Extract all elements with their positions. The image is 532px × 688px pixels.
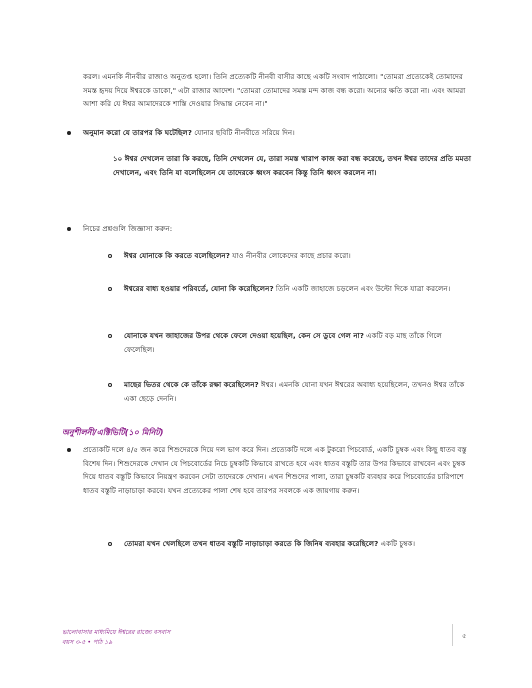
- question-item: [124, 249, 474, 263]
- paragraph-bold: অনুমান করো যে তারপর কি ঘটেছিল?: [83, 128, 192, 137]
- footer-age-lesson: বয়স ৩-৫ • পাঠ ১৯: [62, 639, 113, 646]
- quote-text: ১০ ঈশ্বর দেখলেন তারা কি করছে, তিনি দেখলেন যে, তারা সমস্ত খারাপ কাজ করা বন্ধ করেছে, তখন ঈশ্বর তাদের প্রতি মমতা দেখালেন, এবং তিনি যা বলেছিলেন যে তাদেরকে ধ্বংস করবেন কিন্তু তিনি ধ্বংস করলেন না।: [113, 154, 471, 177]
- question-answer: যাও নীনবীর লোকেদের কাছে প্রচার করো।: [229, 251, 351, 260]
- activity-question: [124, 537, 474, 551]
- bullet-dot: [67, 227, 71, 231]
- question-bold: তোমরা যখন খেলছিলে তখন ধাতব বস্তুটি নাড়াচাড়া করতে কি জিনিষ ব্যবহার করেছিলে?: [124, 539, 379, 548]
- sub-bullet-circle: [108, 287, 112, 291]
- question-bold: ঈশ্বরের বাধ্য হওয়ার পরিবর্তে, যোনা কি করেছিলেন?: [124, 284, 274, 293]
- paragraph-guess: [83, 126, 473, 140]
- ask-intro-text: নিচের প্রশ্নগুলি জিজ্ঞাসা করুন:: [83, 224, 173, 233]
- ask-intro: [83, 222, 473, 236]
- paragraph-ninevah-repents: [83, 70, 473, 111]
- activity-heading: অনুশীলনী/এক্টিভিটি(১০ মিনিট): [62, 428, 164, 437]
- paragraph-text: যোনার ছবিটি নীনবীতে সরিয়ে দিন।: [191, 128, 295, 137]
- paragraph-text: করল। এমনকি নীনবীর রাজাও অনুতপ্ত হলো। তিনি প্রত্যেকটি নীনবী বাসীর কাছে একটি সংবাদ পাঠালো। "তোমরা প্রত্যেকেই তোমাদের সমস্ত হৃদয় দিয়ে ঈশ্বরকে ডাকো," এটা রাজার আদেশ। "তোমরা তোমাদের সমস্ত মন্দ কাজ বন্ধ করো। অন্যের ক্ষতি করো না। এবং আমরা আশা করি যে ঈশ্বর আমাদেরকে শাস্তি দেওয়ার সিদ্ধান্ত নেবেন না।": [83, 72, 466, 108]
- footer-info: [62, 628, 170, 648]
- sub-bullet-circle: [108, 254, 112, 258]
- bullet-dot: [67, 448, 71, 452]
- question-item: [124, 282, 474, 296]
- question-answer: তিনি একটি জাহাজে চড়লেন এবং উল্টো দিকে যাত্রা করলেন।: [273, 284, 451, 293]
- sub-bullet-circle: [108, 383, 112, 387]
- sub-bullet-circle: [108, 542, 112, 546]
- question-answer: একটি বড় মাছ তাঁকে গিলে ফেলেছিল।: [124, 331, 442, 354]
- footer-divider: [452, 624, 453, 646]
- question-item: [124, 329, 474, 356]
- question-bold: যোনাকে যখন জাহাজের উপর থেকে ফেলে দেওয়া হয়েছিল, কেন সে ডুবে গেল না?: [124, 331, 364, 340]
- question-bold: ঈশ্বর যোনাকে কি করতে বলেছিলেন?: [124, 251, 230, 260]
- activity-body: [83, 443, 473, 497]
- bullet-dot: [67, 131, 71, 135]
- sub-bullet-circle: [108, 334, 112, 338]
- activity-text: প্রত্যেকটি দলে ৪/৫ জন করে শিশুদেরকে দিয়ে দল ভাগ করে দিন। প্রত্যেকটি দলে এক টুকরো পিচবোর্ড, একটি চুম্বক এবং কিছু ধাতব বস্তু বিশেষ দিন। শিশুদেরকে দেখান যে পিচবোর্ডের নিচে চুম্বকটি কিভাবে রাখতে হবে এবং ধাতব বস্তুটি তার উপর কিভাবে রাখবেন এবং চুম্বক দিয়ে ধাতব বস্তুটি কিভাবে নিয়ন্ত্রণ করবেন সেটা তাদেরকে দেখান। এখন শিশুদের পালা, তারা চুম্বকটি ব্যবহার করে পিচবোর্ডের চারিপাশে ধাতব বস্তুটি নাড়াচাড়া করবে। যখন প্রত্যেকের পালা শেষ হবে তারপর সবলকে এক জায়গায় করুন।: [83, 445, 467, 495]
- footer-series-title: ভালোবাসার মাধ্যমিয়ে ঈশ্বরের রাজ্যে বসবাস: [62, 629, 171, 636]
- page-number: ৫: [462, 632, 467, 640]
- scripture-quote: [113, 152, 471, 179]
- question-answer: একটি চুম্বক।: [378, 539, 416, 548]
- question-answer: ঈশ্বর। এমনকি যোনা যখন ঈশ্বরের অবাধ্য হয়েছিলেন, তখনও ঈশ্বর তাঁকে একা ছেড়ে দেননি।: [124, 380, 465, 403]
- question-bold: মাছের ভিতর থেকে কে তাঁকে রক্ষা করেছিলেন?: [124, 380, 259, 389]
- question-item: [124, 378, 474, 405]
